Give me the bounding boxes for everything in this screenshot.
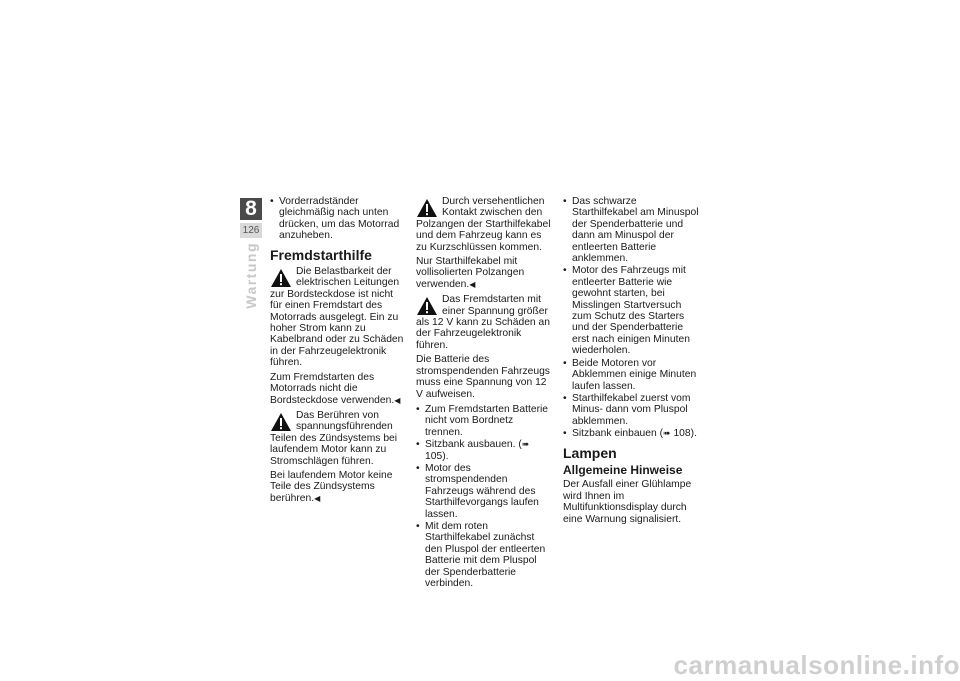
warning-instruction: Die Batterie des stromspendenden Fahrzeugs muss eine Spannung von 12 V aufweisen. <box>416 354 550 400</box>
page-ref-arrow-icon: ➠ <box>663 428 671 439</box>
bullet-icon: • <box>563 196 567 207</box>
list-item: • Sitzbank einbauen (➠ 108). <box>563 428 697 440</box>
bullet-icon: • <box>416 462 420 474</box>
bullet-icon: • <box>416 439 420 451</box>
list-item <box>270 196 406 242</box>
warning-triangle-icon <box>270 412 292 432</box>
page-number: 126 <box>240 223 262 238</box>
watermark-logo: carmanualsonline.info <box>673 650 960 680</box>
list-item-text: Starthilfekabel zuerst vom Minus- dann vom Pluspol abklemmen. <box>572 392 691 427</box>
warning-instruction-text: Nur Starthilfekabel mit vollisolierten Polzangen verwenden. <box>416 256 525 290</box>
list-item <box>563 393 699 427</box>
list-item-text: Mit dem roten Starthilfekabel zunächst den Pluspol der entleerten Batterie mit dem Pluspol der Spenderbatterie verbinden. <box>425 520 546 589</box>
warning-text: Das Berühren von spannungsführenden Teilen des Zündsystems bei laufendem Motor kann zu Stromschlägen führen. <box>270 409 398 467</box>
warning-instruction <box>270 372 406 406</box>
bullet-icon: • <box>270 196 274 207</box>
chapter-side-title <box>240 242 262 352</box>
end-mark-icon: ◀ <box>394 395 401 405</box>
section-heading-fremdstarthilfe: Fremdstarthilfe <box>270 246 372 263</box>
chapter-title: Wartung <box>243 242 259 309</box>
bullet-icon: • <box>563 265 567 277</box>
list-item <box>563 265 699 356</box>
page-ref-arrow-icon: ➠ <box>521 439 530 450</box>
warning-text: Das Fremdstarten mit einer Spannung größer als 12 V kann zu Schäden an der Fahrzeugelektronik führen. <box>416 294 550 351</box>
list-item <box>416 521 552 589</box>
list-item <box>416 404 552 438</box>
warning-text: Durch versehentlichen Kontakt zwischen den Polzangen der Starthilfekabel und dem Fahrzeug kann es zu Kurzschlüssen kommen. <box>416 196 551 253</box>
page-ref[interactable]: 105 <box>425 450 443 462</box>
warning-triangle-icon <box>416 296 438 316</box>
bullet-icon: • <box>563 357 567 369</box>
warning-instruction <box>270 470 406 504</box>
warning-triangle-icon <box>270 268 292 288</box>
warning-block <box>270 410 406 504</box>
warning-block <box>270 266 406 406</box>
warning-block <box>416 196 552 290</box>
list-item-text: Motor des stromspendenden Fahrzeugs während des Starthilfevorgangs laufen lassen. <box>425 462 539 520</box>
warning-instruction <box>416 256 552 290</box>
section-heading-lampen: Lampen <box>563 444 617 461</box>
bullet-icon: • <box>416 403 420 415</box>
list-item: • Sitzbank ausbauen. (➠ 105). <box>416 439 530 462</box>
subheading-allgemeine-hinweise: Allgemeine Hinweise <box>563 462 683 477</box>
warning-instruction-text: Bei laufendem Motor keine Teile des Zündsystems berühren. <box>270 469 393 504</box>
end-mark-icon: ◀ <box>314 493 321 503</box>
column-1 <box>270 196 406 508</box>
warning-block <box>416 294 552 400</box>
list-item <box>563 196 699 264</box>
warning-instruction-text: Zum Fremdstarten des Motorrads nicht die Bordsteckdose verwenden. <box>270 371 395 406</box>
page-ref[interactable]: 108 <box>673 428 691 440</box>
list-item <box>563 358 699 392</box>
list-item-text: Beide Motoren vor Abklemmen einige Minuten laufen lassen. <box>572 357 697 392</box>
bullet-icon: • <box>563 428 567 440</box>
end-mark-icon: ◀ <box>469 279 476 289</box>
list-item <box>416 463 552 520</box>
column-3 <box>563 196 699 528</box>
bullet-icon: • <box>563 392 567 404</box>
list-item-text: Vorderradständer gleichmäßig nach unten drücken, um das Motorrad anzuheben. <box>279 196 400 242</box>
paragraph: Der Ausfall einer Glühlampe wird Ihnen im Multifunktionsdisplay durch eine Warnung signalisiert. <box>563 479 692 525</box>
chapter-number: 8 <box>240 198 262 220</box>
list-item-text: Das schwarze Starthilfekabel am Minuspol der Spenderbatterie und dann am Minuspol der entleerten Batterie anklemmen. <box>572 196 699 265</box>
list-item-text: Motor des Fahrzeugs mit entleerter Batterie wie gewohnt starten, bei Misslingen Startversuch zum Schutz des Starters und der Spenderbatterie erst nach einigen Minuten wiederholen. <box>572 265 690 357</box>
column-2 <box>416 196 552 590</box>
list-item-text: Sitzbank einbauen <box>572 428 657 440</box>
warning-text: Die Belastbarkeit der elektrischen Leitungen zur Bordsteckdose ist nicht für einen Fremdstart des Motorrads ausgelegt. Ein zu hoher Strom kann zu Kabelbrand oder zu Schäden in der Fahrzeugelektronik führen. <box>270 266 404 369</box>
bullet-icon: • <box>416 520 420 532</box>
list-item-text: Sitzbank ausbauen. <box>425 439 516 451</box>
list-item-text: Zum Fremdstarten Batterie nicht vom Bordnetz trennen. <box>425 403 549 438</box>
warning-triangle-icon <box>416 198 438 218</box>
